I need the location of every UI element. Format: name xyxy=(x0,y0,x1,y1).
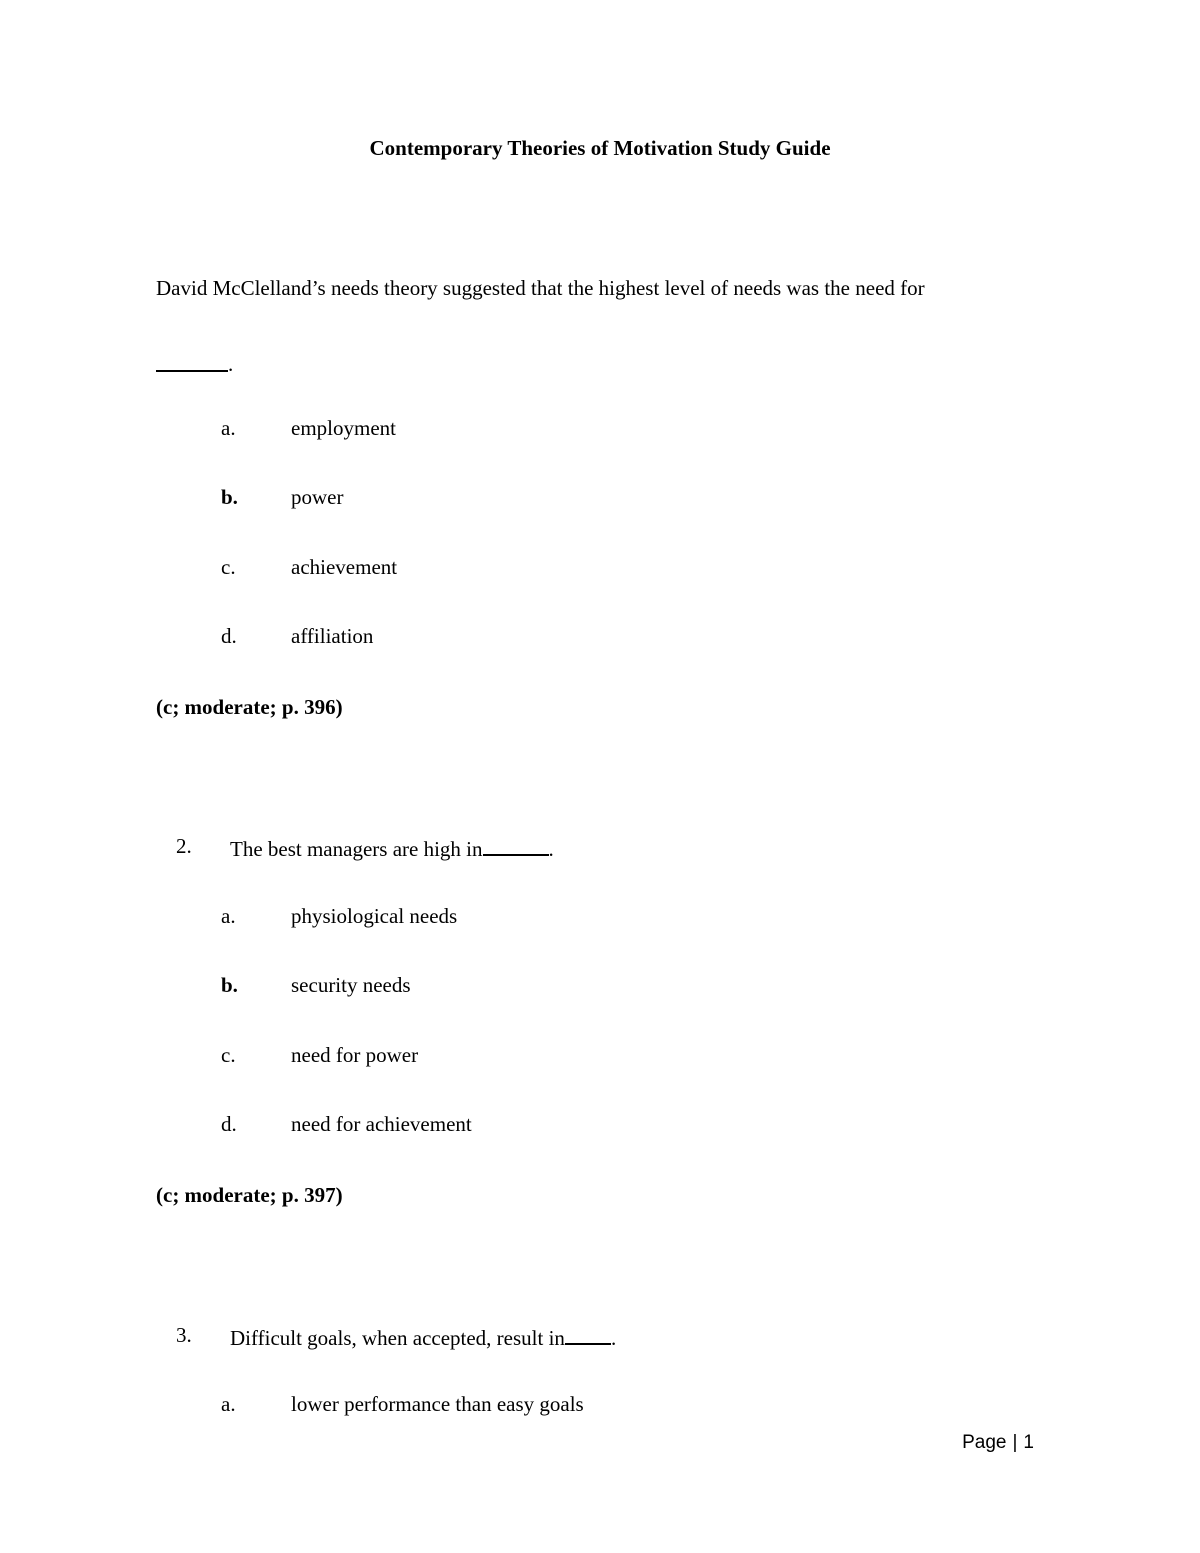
question-2-option-d-text: need for achievement xyxy=(291,1112,472,1136)
question-1-option-b-text: power xyxy=(291,485,344,509)
question-3-option-a-letter: a. xyxy=(221,1392,236,1416)
question-2-text xyxy=(230,834,554,861)
page-number: 1 xyxy=(1023,1432,1034,1453)
question-2-option-a-text: physiological needs xyxy=(291,904,458,928)
question-2-option-c-letter: c. xyxy=(221,1043,236,1067)
page-footer xyxy=(962,1431,1034,1455)
question-2-option-a-letter: a. xyxy=(221,904,236,928)
question-2-blank xyxy=(483,834,549,856)
question-1-option-b-letter: b. xyxy=(221,485,238,509)
question-1-option-d-text: affiliation xyxy=(291,624,374,648)
question-1-option-c-letter: c. xyxy=(221,555,236,579)
question-1-option-a-text: employment xyxy=(291,416,396,440)
question-1-option-a-letter: a. xyxy=(221,416,236,440)
question-1-blank xyxy=(156,370,228,372)
question-2-option-b-text: security needs xyxy=(291,973,411,997)
question-1-option-c-text: achievement xyxy=(291,555,398,579)
question-2-answer: (c; moderate; p. 397) xyxy=(156,1183,343,1207)
question-1-text: David McClelland’s needs theory suggested that the highest level of needs was the need for xyxy=(156,276,925,300)
question-3-suffix: . xyxy=(610,1326,617,1350)
question-3-text xyxy=(230,1323,616,1350)
question-2-stem: The best managers are high in xyxy=(230,837,483,861)
question-3-option-a-text: lower performance than easy goals xyxy=(291,1392,584,1416)
page-separator: | xyxy=(1012,1432,1018,1453)
question-1-blank-period: . xyxy=(228,352,234,376)
page-label: Page xyxy=(962,1432,1007,1453)
question-2-number: 2. xyxy=(176,834,192,858)
question-3-blank xyxy=(565,1323,611,1345)
question-2-option-d-letter: d. xyxy=(221,1112,237,1136)
question-3-stem: Difficult goals, when accepted, result in xyxy=(230,1326,565,1350)
question-1-answer: (c; moderate; p. 396) xyxy=(156,695,343,719)
page-title: Contemporary Theories of Motivation Study Guide xyxy=(369,136,831,160)
question-2-option-b-letter: b. xyxy=(221,973,238,997)
question-2-option-c-text: need for power xyxy=(291,1043,419,1067)
question-3-number: 3. xyxy=(176,1323,192,1347)
question-2-suffix: . xyxy=(548,837,554,861)
question-1-option-d-letter: d. xyxy=(221,624,237,648)
